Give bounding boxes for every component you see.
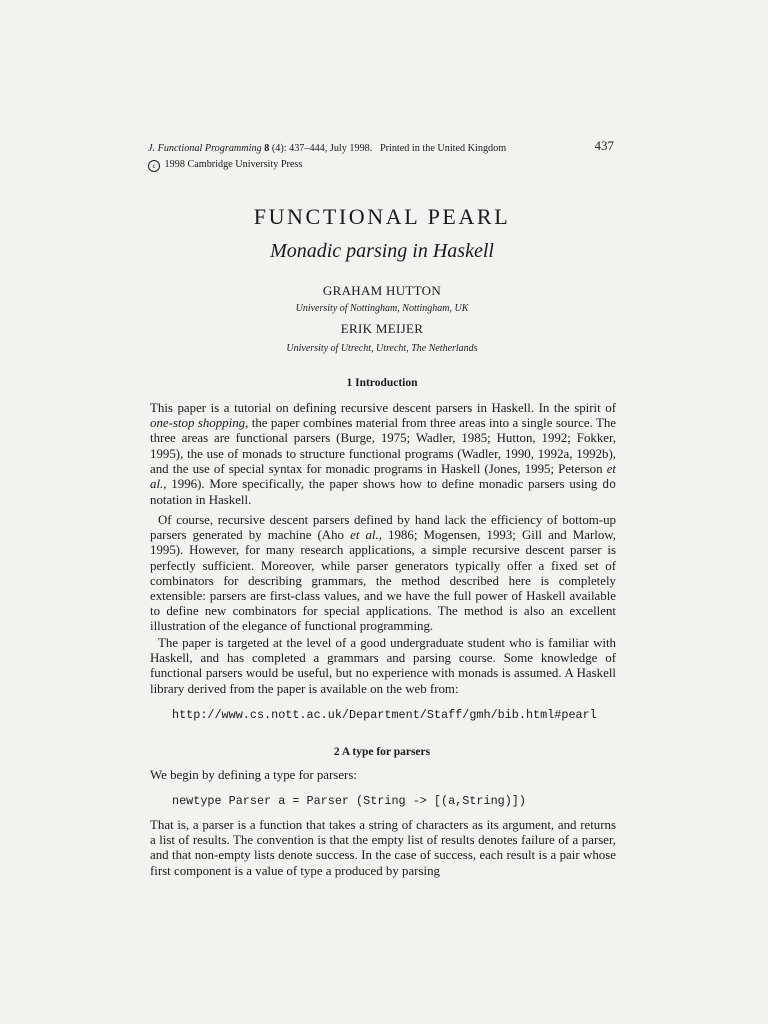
journal-issue-pages: (4): 437–444, July 1998. — [271, 143, 373, 154]
printed-note: Printed in the United Kingdom — [379, 143, 507, 154]
journal-name: J. Functional Programming — [148, 143, 262, 154]
code-block: newtype Parser a = Parser (String -> [(a,String)]) — [172, 794, 526, 808]
author-name: ERIK MEIJER — [340, 321, 424, 336]
copyright-line — [148, 157, 616, 173]
journal-volume: 8 — [264, 143, 270, 154]
body-paragraph: That is, a parser is a function that takes a string of characters as its argument, and returns a list of results. The convention is that the empty list of results denotes failure of a parser, and that non-empty lists denote success. In the case of success, each result is a pair whose first component is a value of type a produced by parsing — [150, 818, 616, 878]
paper-title: FUNCTIONAL PEARL — [253, 204, 511, 229]
author-affiliation: University of Nottingham, Nottingham, UK — [295, 303, 469, 314]
copyright-icon: c — [148, 160, 160, 172]
library-url: http://www.cs.nott.ac.uk/Department/Staff/gmh/bib.html#pearl — [172, 708, 597, 722]
paper-subtitle: Monadic parsing in Haskell — [270, 240, 494, 262]
page-number: 437 — [594, 138, 614, 153]
intro-paragraph: This paper is a tutorial on defining recursive descent parsers in Haskell. In the spirit of one-stop shopping, the paper combines material from three areas into a single source. The three areas are functional parsers (Burge, 1975; Wadler, 1985; Hutton, 1992; Fokker, 1995), the use of monads to structure functional programs (Wadler, 1990, 1992a, 1992b), and the use of special syntax for monadic programs in Haskell (Jones, 1995; Peterson et al., 1996). More specifically, the paper shows how to define monadic parsers using do notation in Haskell. — [150, 401, 616, 508]
intro-paragraph: Of course, recursive descent parsers defined by hand lack the efficiency of bottom-up parsers generated by machine (Aho et al., 1986; Mogensen, 1993; Gill and Marlow, 1995). However, for many research applications, a simple recursive descent parser is perfectly sufficient. Moreover, while parser generators typically offer a fixed set of combinators for describing grammars, the method described here is completely extensible: parsers are first-class values, and we have the full power of Haskell available to define new combinators for special applications. The method is also an excellent illustration of the elegance of functional programming. — [150, 513, 616, 634]
journal-header — [148, 138, 616, 173]
section-heading: 1 Introduction — [346, 377, 418, 389]
author-affiliation: University of Utrecht, Utrecht, The Netherlands — [286, 343, 478, 354]
section-heading: 2 A type for parsers — [333, 746, 431, 758]
body-paragraph: We begin by defining a type for parsers: — [150, 768, 357, 782]
copyright-text: 1998 Cambridge University Press — [164, 159, 303, 170]
author-name: GRAHAM HUTTON — [322, 283, 442, 298]
intro-paragraph: The paper is targeted at the level of a good undergraduate student who is familiar with Haskell, and has completed a grammars and parsing course. Some knowledge of functional parsers would be useful, but no experience with monads is assumed. A Haskell library derived from the paper is available on the web from: — [150, 636, 616, 696]
journal-citation-line — [148, 141, 616, 157]
